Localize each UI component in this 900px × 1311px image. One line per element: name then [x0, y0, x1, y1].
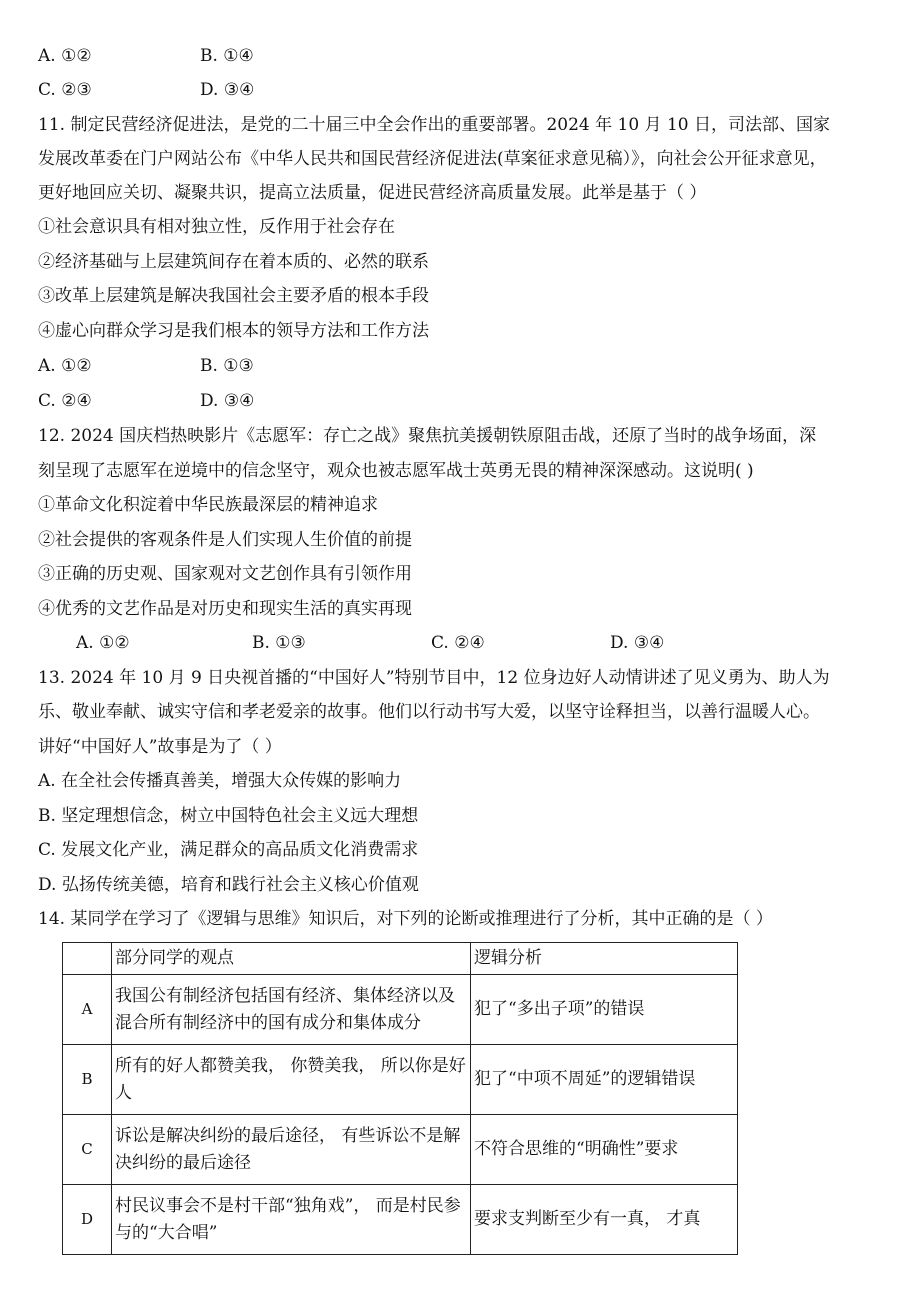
q12-option-a: A. ①②	[76, 633, 130, 653]
row-letter: D	[63, 1185, 112, 1255]
q11-option-d: D. ③④	[200, 391, 255, 411]
row-analysis: 不符合思维的“明确性”要求	[471, 1115, 738, 1185]
q13-stem-line-2: 乐、敬业奉献、诚实守信和孝老爱亲的故事。他们以行动书写大爱，以坚守诠释担当，以善行温暖人心。	[38, 702, 820, 722]
table-row	[63, 1115, 738, 1185]
q11-option-a: A. ①②	[38, 356, 92, 376]
q11-item-2: ②经济基础与上层建筑间存在着本质的、必然的联系	[38, 252, 429, 272]
q12-item-2: ②社会提供的客观条件是人们实现人生价值的前提	[38, 530, 412, 550]
q12-option-c: C. ②④	[431, 633, 485, 653]
row-letter: B	[63, 1045, 112, 1115]
q12-item-4: ④优秀的文艺作品是对历史和现实生活的真实再现	[38, 599, 412, 619]
q10-option-d: D. ③④	[200, 80, 255, 100]
row-view: 诉讼是解决纠纷的最后途径， 有些诉讼不是解决纠纷的最后途径	[112, 1115, 471, 1185]
q12-options-row	[38, 631, 738, 655]
q11-item-4: ④虚心向群众学习是我们根本的领导方法和工作方法	[38, 321, 429, 341]
row-letter: A	[63, 975, 112, 1045]
q11-options-row-2	[38, 389, 438, 413]
row-view: 我国公有制经济包括国有经济、集体经济以及混合所有制经济中的国有成分和集体成分	[112, 975, 471, 1045]
q12-option-d: D. ③④	[610, 633, 665, 653]
q10-option-c: C. ②③	[38, 80, 92, 100]
q11-stem-line-3: 更好地回应关切、凝聚共识，提高立法质量，促进民营经济高质量发展。此举是基于（ ）	[38, 183, 707, 203]
q11-stem-line-2: 发展改革委在门户网站公布《中华人民共和国民营经济促进法(草案征求意见稿）》，向社会公开征求意见，	[38, 149, 827, 169]
q13-option-b: B. 坚定理想信念，树立中国特色社会主义远大理想	[38, 806, 419, 826]
row-view: 所有的好人都赞美我， 你赞美我， 所以你是好人	[112, 1045, 471, 1115]
row-analysis: 犯了“多出子项”的错误	[471, 975, 738, 1045]
q11-option-c: C. ②④	[38, 391, 92, 411]
q11-stem-line-1: 11. 制定民营经济促进法，是党的二十届三中全会作出的重要部署。2024 年 10 月 10 日，司法部、国家	[38, 115, 830, 135]
row-letter: C	[63, 1115, 112, 1185]
q14-table	[62, 942, 738, 1255]
row-view: 村民议事会不是村干部“独角戏”， 而是村民参与的“大合唱”	[112, 1185, 471, 1255]
header-view: 部分同学的观点	[112, 943, 471, 975]
q12-item-1: ①革命文化积淀着中华民族最深层的精神追求	[38, 495, 378, 515]
q10-options-row-1	[38, 44, 438, 68]
q10-option-a: A. ①②	[38, 46, 92, 66]
q11-item-3: ③改革上层建筑是解决我国社会主要矛盾的根本手段	[38, 286, 429, 306]
q12-stem-line-1: 12. 2024 国庆档热映影片《志愿军：存亡之战》聚焦抗美援朝铁原阻击战，还原了当时的战争场面，深	[38, 426, 817, 446]
q14-stem: 14. 某同学在学习了《逻辑与思维》知识后，对下列的论断或推理进行了分析，其中正确的是（ ）	[38, 909, 773, 929]
header-empty-cell	[63, 943, 112, 975]
q13-option-c: C. 发展文化产业，满足群众的高品质文化消费需求	[38, 840, 419, 860]
q13-stem-line-1: 13. 2024 年 10 月 9 日央视首播的“中国好人”特别节目中，12 位身边好人动情讲述了见义勇为、助人为	[38, 668, 830, 688]
q12-stem-line-2: 刻呈现了志愿军在逆境中的信念坚守，观众也被志愿军战士英勇无畏的精神深深感动。这说明( )	[38, 461, 754, 481]
q11-options-row-1	[38, 354, 438, 378]
q13-stem-line-3: 讲好“中国好人”故事是为了（ ）	[38, 737, 282, 757]
q10-options-row-2	[38, 78, 438, 102]
q13-option-d: D. 弘扬传统美德，培育和践行社会主义核心价值观	[38, 875, 419, 895]
table-row	[63, 1185, 738, 1255]
table-row	[63, 1045, 738, 1115]
table-row	[63, 975, 738, 1045]
row-analysis: 犯了“中项不周延”的逻辑错误	[471, 1045, 738, 1115]
q11-option-b: B. ①③	[200, 356, 254, 376]
q12-option-b: B. ①③	[252, 633, 306, 653]
q12-item-3: ③正确的历史观、国家观对文艺创作具有引领作用	[38, 564, 412, 584]
q10-option-b: B. ①④	[200, 46, 254, 66]
table-header-row	[63, 943, 738, 975]
q13-option-a: A. 在全社会传播真善美，增强大众传媒的影响力	[38, 771, 402, 791]
q11-item-1: ①社会意识具有相对独立性，反作用于社会存在	[38, 217, 395, 237]
header-analysis: 逻辑分析	[471, 943, 738, 975]
row-analysis: 要求支判断至少有一真， 才真	[471, 1185, 738, 1255]
